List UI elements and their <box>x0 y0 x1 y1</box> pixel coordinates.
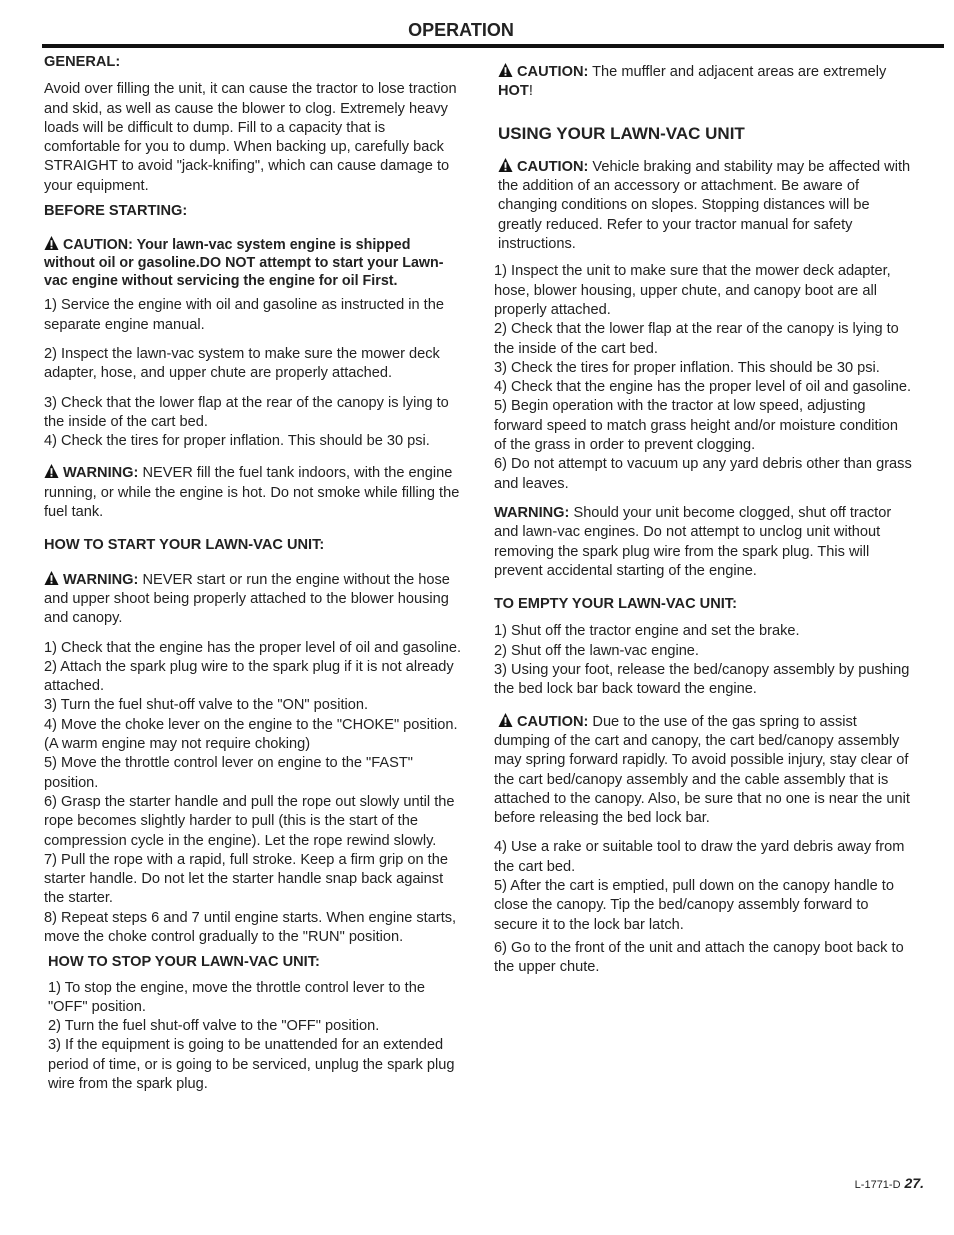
right-column <box>494 62 914 977</box>
start-step-1: 1) Check that the engine has the proper level of oil and gasoline. <box>44 639 462 656</box>
warning-fuel-label: WARNING: <box>63 465 139 482</box>
warning-triangle-icon <box>498 712 513 728</box>
warning-hose-notice <box>44 570 462 629</box>
start-step-7: 7) Pull the rope with a rapid, full stroke. Keep a firm grip on the starter handle. Do not let the starter handle snap back against the starter. <box>44 851 448 907</box>
caution-muffler-label: CAUTION: <box>517 64 589 80</box>
warning-triangle-icon <box>44 570 59 586</box>
before-step-4: 4) Check the tires for proper inflation. This should be 30 psi. <box>44 433 430 450</box>
using-step-5: 5) Begin operation with the tractor at low speed, adjusting forward speed to match grass height and/or moisture condition of the grass in order to prevent clogging. <box>494 398 898 454</box>
warning-fuel-notice <box>44 463 462 522</box>
empty-heading: TO EMPTY YOUR LAWN-VAC UNIT: <box>494 596 737 613</box>
caution-oil-text: CAUTION: Your lawn-vac system engine is shipped without oil or gasoline.DO NOT attempt to start your Lawn-vac engine without servicing the engine for oil First. <box>44 237 444 290</box>
warning-triangle-icon <box>498 157 513 173</box>
empty-step-4: 4) Use a rake or suitable tool to draw the yard debris away from the cart bed. <box>494 839 905 875</box>
warning-triangle-icon <box>44 463 59 479</box>
using-step-2: 2) Check that the lower flap at the rear of the canopy is lying to the inside of the cart bed. <box>494 321 899 357</box>
before-step-2: 2) Inspect the lawn-vac system to make sure the mower deck adapter, hose, and upper chute are properly attached. <box>44 345 440 382</box>
warning-clog-notice <box>494 504 914 581</box>
page-footer <box>855 1175 924 1191</box>
caution-muffler-end: ! <box>528 83 533 100</box>
warning-hose-text: NEVER start or run the engine without the hose and upper shoot being properly attached to the blower housing and canopy. <box>44 571 450 627</box>
document-code: L-1771-D <box>854 1179 901 1191</box>
left-column <box>44 53 462 1094</box>
header-rule <box>42 44 944 48</box>
warning-fuel-text: NEVER fill the fuel tank indoors, with the engine running, or while the engine is hot. Do not smoke while filling the fuel tank. <box>44 465 460 521</box>
caution-braking-text: Vehicle braking and stability may be affected with the addition of an accessory or attachment. Be aware of changing conditions on slopes. Stopping distances will be greatly reduced. Refer to your tractor manual for safety instructions. <box>498 158 911 253</box>
general-text: Avoid over filling the unit, it can cause the tractor to lose traction and skid, as well as cause the blower to clog. Extremely heavy loads will be difficult to dump. Fill to a capacity that is comfortable for you to dump. When backing up, carefully back STRAIGHT to avoid "jack-knifing", which can cause damage to your equipment. <box>44 81 457 194</box>
caution-braking-label: CAUTION: <box>517 158 589 175</box>
caution-spring-notice <box>494 712 914 829</box>
empty-step-3: 3) Using your foot, release the bed/canopy assembly by pushing the bed lock bar back toward the engine. <box>494 662 910 698</box>
before-step-1: 1) Service the engine with oil and gasoline as instructed in the separate engine manual. <box>44 297 444 333</box>
empty-step-6: 6) Go to the front of the unit and attach the canopy boot back to the upper chute. <box>494 939 904 976</box>
warning-triangle-icon <box>44 235 59 251</box>
using-step-4: 4) Check that the engine has the proper level of oil and gasoline. <box>494 379 912 396</box>
using-step-6: 6) Do not attempt to vacuum up any yard debris other than grass and leaves. <box>494 456 912 492</box>
start-step-5: 5) Move the throttle control lever on engine to the "FAST" position. <box>44 755 413 791</box>
before-step-3: 3) Check that the lower flap at the rear of the canopy is lying to the inside of the cart bed. <box>44 394 449 430</box>
warning-clog-label: WARNING: <box>494 504 570 521</box>
empty-step-2: 2) Shut off the lawn-vac engine. <box>494 642 699 659</box>
start-step-6: 6) Grasp the starter handle and pull the rope out slowly until the rope becomes slightly harder to pull (this is the start of the compression cycle in the engine). Let the rope rewind slowly. <box>44 793 455 849</box>
start-heading: HOW TO START YOUR LAWN-VAC UNIT: <box>44 537 325 554</box>
page-number: 27. <box>904 1175 924 1191</box>
caution-muffler-text: The muffler and adjacent areas are extremely <box>588 64 887 80</box>
warning-triangle-icon <box>498 62 513 78</box>
before-starting-heading: BEFORE STARTING: <box>44 203 188 220</box>
start-step-4: 4) Move the choke lever on the engine to the "CHOKE" position. (A warm engine may not require choking) <box>44 716 458 753</box>
general-heading: GENERAL: <box>44 54 121 70</box>
stop-step-3: 3) If the equipment is going to be unattended for an extended period of time, or is going to be serviced, unplug the spark plug wire from the spark plug. <box>48 1037 455 1093</box>
caution-spring-label: CAUTION: <box>517 713 589 730</box>
using-step-3: 3) Check the tires for proper inflation. This should be 30 psi. <box>494 359 880 376</box>
stop-step-2: 2) Turn the fuel shut-off valve to the "OFF" position. <box>48 1018 380 1035</box>
caution-muffler-hot: HOT <box>498 83 529 100</box>
start-step-3: 3) Turn the fuel shut-off valve to the "ON" position. <box>44 697 369 714</box>
empty-step-5: 5) After the cart is emptied, pull down on the canopy handle to close the canopy. Tip the bed/canopy assembly forward to secure it to the lock bar latch. <box>494 877 894 933</box>
using-section-title: USING YOUR LAWN-VAC UNIT <box>498 123 745 143</box>
caution-braking-notice <box>498 157 914 254</box>
caution-spring-text: Due to the use of the gas spring to assist dumping of the cart and canopy, the cart bed/canopy assembly may spring forward rapidly. To avoid possible injury, stay clear of the cart bed/canopy assembly and the cable assembly that is attached to the canopy. Also, be sure that no one is near the unit before releasing the bed lock bar. <box>494 713 910 827</box>
page-title: OPERATION <box>408 20 514 40</box>
start-step-8: 8) Repeat steps 6 and 7 until engine starts. When engine starts, move the choke control gradually to the "RUN" position. <box>44 909 457 945</box>
stop-heading: HOW TO STOP YOUR LAWN-VAC UNIT: <box>48 954 320 971</box>
caution-muffler-notice <box>498 62 914 102</box>
empty-step-1: 1) Shut off the tractor engine and set the brake. <box>494 623 800 640</box>
caution-oil-notice <box>44 235 462 290</box>
start-step-2: 2) Attach the spark plug wire to the spark plug if it is not already attached. <box>44 658 454 695</box>
using-step-1: 1) Inspect the unit to make sure that the mower deck adapter, hose, blower housing, upper chute, and canopy boot are all properly attached. <box>494 263 891 318</box>
stop-step-1: 1) To stop the engine, move the throttle control lever to the "OFF" position. <box>48 979 425 1015</box>
warning-hose-label: WARNING: <box>63 571 139 588</box>
warning-clog-text: Should your unit become clogged, shut off tractor and lawn-vac engines. Do not attempt to unclog unit without removing the spark plug wire from the spark plug. This will prevent accidental starting of the engine. <box>494 504 892 579</box>
